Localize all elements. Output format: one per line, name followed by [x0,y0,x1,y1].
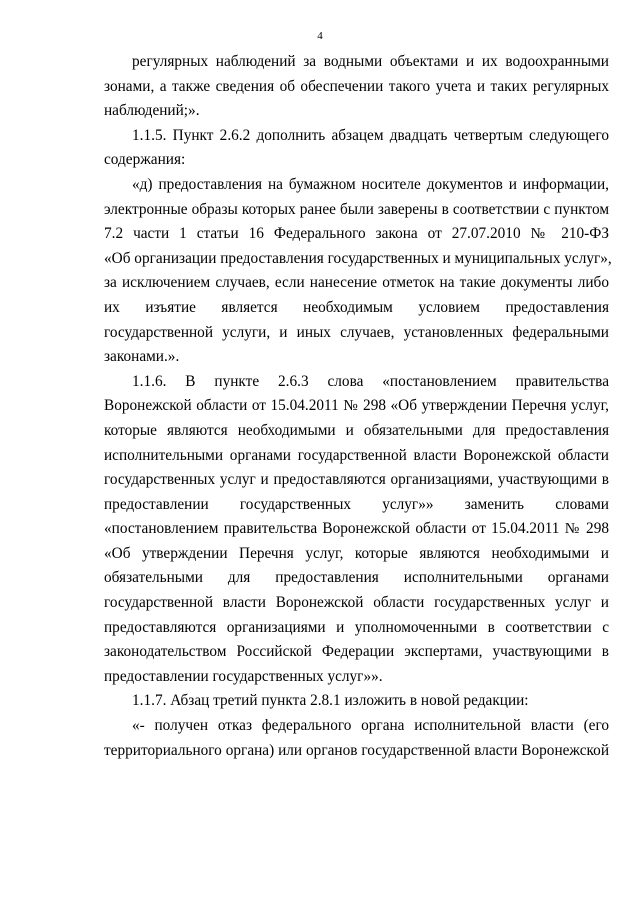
text-line: их изъятие является необходимым условием предоставления [104,298,609,316]
text-line: законами.». [104,348,180,366]
text-line: государственных услуг и предоставляются организациями, участвующими в [104,471,609,489]
text-line: предоставляются организациями и уполномоченными в соответствии с [104,618,609,636]
text-line: 1.1.7. Абзац третий пункта 2.8.1 изложить в новой редакции: [132,692,529,710]
text-line: зонами, а также сведения об обеспечении такого учета и таких регулярных [104,77,609,95]
text-line: «Об организации предоставления государственных и муниципальных услуг», [104,249,612,267]
text-line: государственной услуги, и иных случаев, установленных федеральными [104,323,609,341]
text-line: регулярных наблюдений за водными объектами и их водоохранными [132,53,609,70]
text-line: 1.1.6. В пункте 2.6.3 слова «постановлением правительства [132,372,609,390]
page-number: 4 [317,30,323,42]
text-line: «- получен отказ федерального органа исполнительной власти (его [132,717,609,735]
text-line: «Об утверждении Перечня услуг, которые являются необходимыми и [104,544,609,562]
text-line: территориального органа) или органов государственной власти Воронежской [104,741,609,759]
text-line: которые являются необходимыми и обязательными для предоставления [104,421,609,439]
text-line: «д) предоставления на бумажном носителе документов и информации, [132,175,609,193]
text-line: наблюдений;». [104,102,200,120]
text-line: содержания: [104,151,186,169]
text-line: государственной власти Воронежской области государственных услуг и [104,594,609,612]
text-line: электронные образы которых ранее были заверены в соответствии с пунктом [104,200,609,218]
text-line: предоставлении государственных услуг»». [104,667,383,685]
text-line: законодательством Российской Федерации экспертами, участвующими в [104,643,609,661]
text-line: обязательными для предоставления исполнительными органами [104,569,609,587]
text-line: 1.1.5. Пункт 2.6.2 дополнить абзацем двадцать четвертым следующего [132,126,609,144]
text-line: «постановлением правительства Воронежской области от 15.04.2011 № 298 [104,520,609,538]
text-line: предоставлении государственных услуг»» заменить словами [104,495,609,513]
document-body [104,50,612,763]
text-line: за исключением случаев, если нанесение отметок на такие документы либо [104,274,609,292]
text-line: 7.2 части 1 статьи 16 Федерального закона от 27.07.2010 № 210-ФЗ [104,225,609,243]
text-line: Воронежской области от 15.04.2011 № 298 «Об утверждении Перечня услуг, [104,397,609,415]
text-line: исполнительными органами государственной власти Воронежской области [104,446,609,464]
